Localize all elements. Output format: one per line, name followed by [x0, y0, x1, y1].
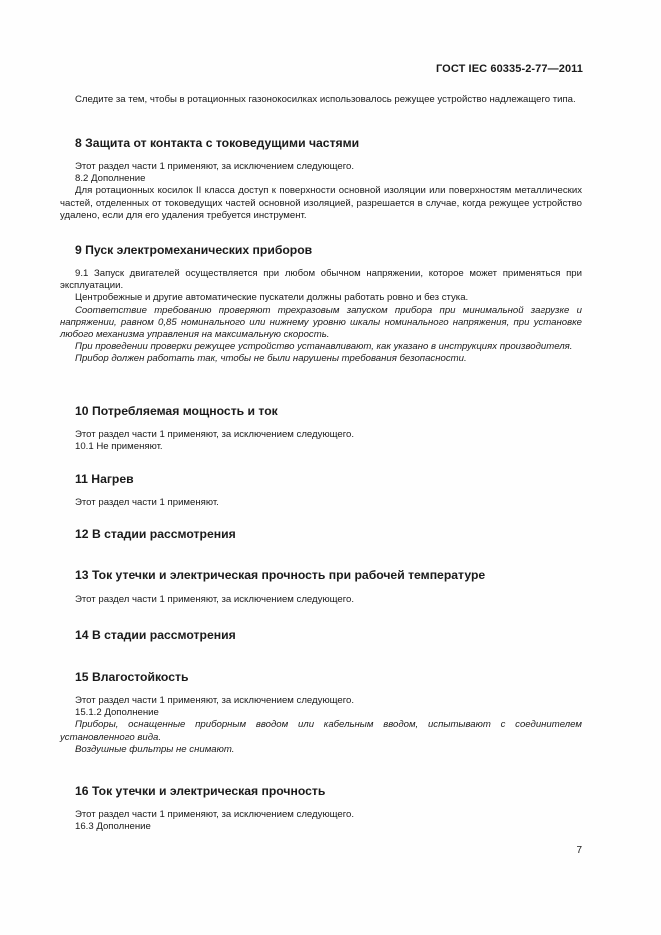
paragraph: Этот раздел части 1 применяют, за исключением следующего.: [75, 161, 355, 172]
paragraph: Этот раздел части 1 применяют.: [75, 497, 219, 508]
section-13-body: [60, 594, 582, 606]
paragraph: Для ротационных косилок II класса доступ к поверхности основной изоляции или поверхностям металлических частей, отделенных от токоведущих частей основной изоляцией, разрешается в случае, когда режущее устройство удалено, если для его удаления требуется инструмент.: [60, 185, 582, 221]
paragraph: 9.1 Запуск двигателей осуществляется при любом обычном напряжении, которое может применяться при эксплуатации.: [60, 268, 582, 292]
section-10-heading: 10 Потребляемая мощность и ток: [75, 404, 278, 418]
section-12-heading: 12 В стадии рассмотрения: [75, 527, 236, 541]
section-11-heading: 11 Нагрев: [75, 472, 134, 486]
paragraph: Прибор должен работать так, чтобы не были нарушены требования безопасности.: [75, 353, 467, 365]
paragraph: Этот раздел части 1 применяют, за исключением следующего.: [75, 594, 355, 605]
paragraph: Этот раздел части 1 применяют, за исключением следующего.: [75, 429, 355, 440]
section-10-body: [60, 429, 582, 453]
section-8-heading: 8 Защита от контакта с токоведущими частями: [75, 136, 360, 150]
page-number: 7: [576, 845, 582, 856]
paragraph: 15.1.2 Дополнение: [75, 707, 159, 719]
section-11-body: [60, 497, 582, 509]
section-9-heading: 9 Пуск электромеханических приборов: [75, 243, 313, 257]
intro-block: [60, 94, 582, 106]
section-9-body: [60, 268, 582, 366]
paragraph: Приборы, оснащенные приборным вводом или кабельным вводом, испытывают с соединителем установленного вида.: [60, 719, 582, 743]
paragraph: Центробежные и другие автоматические пускатели должны работать ровно и без стука.: [75, 292, 469, 304]
paragraph: 10.1 Не применяют.: [75, 441, 163, 453]
section-14-heading: 14 В стадии рассмотрения: [75, 628, 236, 642]
paragraph: Воздушные фильтры не снимают.: [75, 743, 235, 755]
paragraph: 16.3 Дополнение: [75, 821, 151, 833]
section-15-body: [60, 695, 582, 756]
intro-paragraph: Следите за тем, чтобы в ротационных газонокосилках использовалось режущее устройство надлежащего типа.: [75, 94, 576, 105]
section-16-body: [60, 809, 582, 833]
section-16-heading: 16 Ток утечки и электрическая прочность: [75, 784, 326, 798]
section-15-heading: 15 Влагостойкость: [75, 670, 189, 684]
paragraph: 8.2 Дополнение: [75, 173, 146, 185]
paragraph: Соответствие требованию проверяют трехразовым запуском прибора при минимальной загрузке и напряжении, равном 0,85 номинального или нижнему уровню шкалы номинального напряжения, при установке любого механизма управления на максимальную скорость.: [60, 304, 582, 341]
section-13-heading: 13 Ток утечки и электрическая прочность при рабочей температуре: [75, 568, 486, 582]
paragraph: Этот раздел части 1 применяют, за исключением следующего.: [75, 809, 355, 820]
paragraph: При проведении проверки режущее устройство устанавливают, как указано в инструкциях производителя.: [75, 341, 573, 353]
document-code: ГОСТ IEC 60335-2-77—2011: [435, 63, 583, 75]
paragraph: Этот раздел части 1 применяют, за исключением следующего.: [75, 695, 355, 706]
section-8-body: [60, 161, 582, 222]
